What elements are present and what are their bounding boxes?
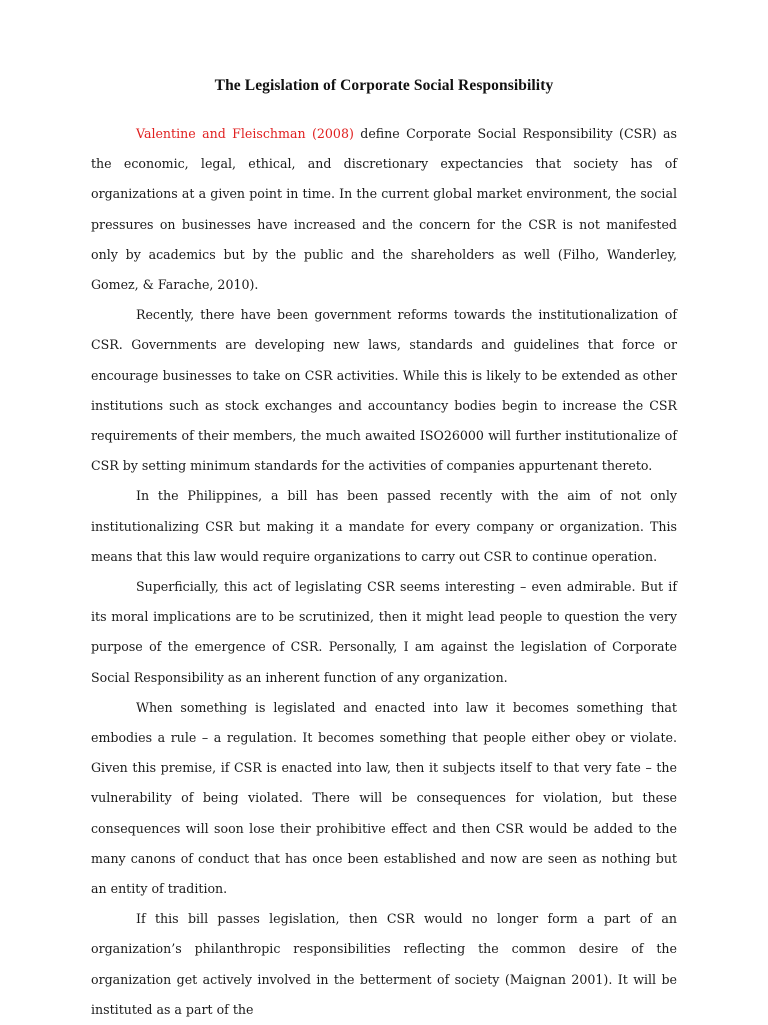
document-title: The Legislation of Corporate Social Responsibility: [214, 77, 554, 94]
paragraph-2: Recently, there have been government reforms towards the institutionalization of CSR. Governments are developing new laws, standards and guidelines that force or encourage businesses to take on CSR activities. While this is likely to be extended as other institutions such as stock exchanges and accountancy bodies begin to increase the CSR requirements of their members, the much awaited ISO26000 will further institutionalize of CSR by setting minimum standards for the activities of companies appurtenant thereto.: [91, 307, 677, 474]
paragraph-3: In the Philippines, a bill has been passed recently with the aim of not only institutionalizing CSR but making it a mandate for every company or organization. This means that this law would require organizations to carry out CSR to continue operation.: [91, 488, 677, 564]
paragraph-1-text: define Corporate Social Responsibility (CSR) as the economic, legal, ethical, and discretionary expectancies that society has of organizations at a given point in time. In the current global market environment, the social pressures on businesses have increased and the concern for the CSR is not manifested only by academics but by the public and the shareholders as well (Filho, Wanderley, Gomez, & Farache, 2010).: [91, 126, 677, 293]
paragraph-5: When something is legislated and enacted into law it becomes something that embodies a rule – a regulation. It becomes something that people either obey or violate. Given this premise, if CSR is enacted into law, then it subjects itself to that very fate – the vulnerability of being violated. There will be consequences for violation, but these consequences will soon lose their prohibitive effect and then CSR would be added to the many canons of conduct that has once been established and now are seen as nothing but an entity of tradition.: [91, 699, 677, 897]
document-body: [91, 119, 677, 1025]
paragraph-4: Superficially, this act of legislating CSR seems interesting – even admirable. But if its moral implications are to be scrutinized, then it might lead people to question the very purpose of the emergence of CSR. Personally, I am against the legislation of Corporate Social Responsibility as an inherent function of any organization.: [91, 579, 677, 685]
paragraph-1: [91, 119, 677, 300]
paragraph-6: If this bill passes legislation, then CSR would no longer form a part of an organization’s philanthropic responsibilities reflecting the common desire of the organization get actively involved in the betterment of society (Maignan 2001). It will be instituted as a part of the: [91, 911, 677, 1017]
citation-valentine-fleischman: Valentine and Fleischman (2008): [136, 126, 354, 141]
